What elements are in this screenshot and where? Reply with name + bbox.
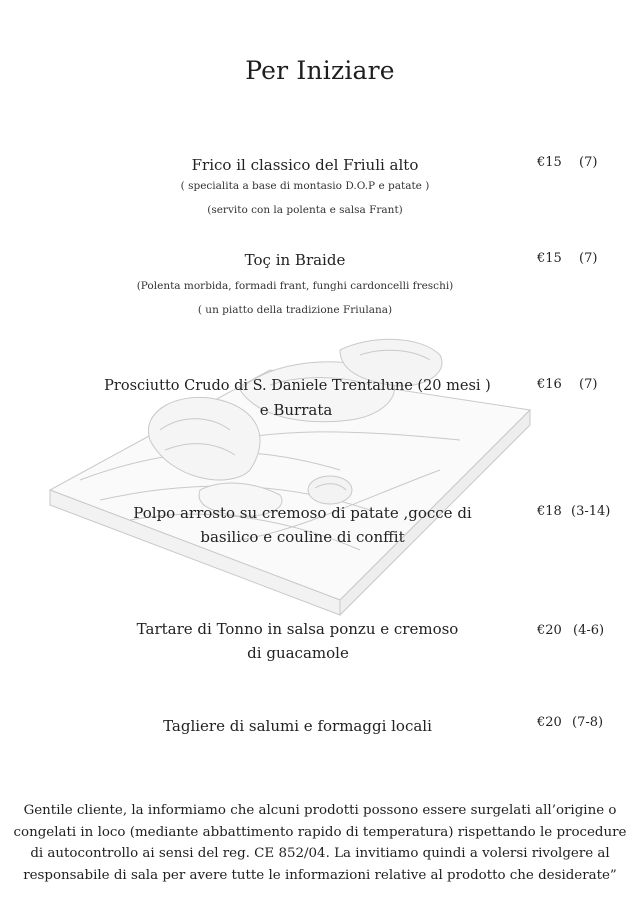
menu-item-allergens: (7-8) xyxy=(572,715,604,730)
menu-item-price: €20 xyxy=(537,623,562,638)
menu-item-name-continued: basilico e couline di conffit xyxy=(200,528,405,546)
menu-item-price: €18 xyxy=(537,504,562,519)
menu-item-allergens: (7) xyxy=(579,377,598,392)
disclaimer-line: congelati in loco (mediante abbattimento rapido di temperatura) rispettando le procedure xyxy=(13,824,627,840)
allergen-disclaimer xyxy=(12,800,628,886)
menu-item-price: €16 xyxy=(537,377,562,392)
menu-item-price: €15 xyxy=(537,251,562,266)
menu-item-note: (servito con la polenta e salsa Frant) xyxy=(207,204,403,216)
menu-item-name: Polpo arrosto su cremoso di patate ,gocce di xyxy=(133,504,472,522)
menu-item-description: ( specialita a base di montasio D.O.P e patate ) xyxy=(180,180,430,192)
menu-item-name-continued: di guacamole xyxy=(247,644,349,662)
disclaimer-line: responsabile di sala per avere tutte le informazioni relative al prodotto che desiderate” xyxy=(23,867,617,883)
menu-item-allergens: (4-6) xyxy=(573,623,605,638)
menu-item-allergens: (3-14) xyxy=(571,504,611,519)
menu-item-name: Toç in Braide xyxy=(244,251,346,269)
menu-item-note: ( un piatto della tradizione Friulana) xyxy=(197,304,393,316)
menu-item-allergens: (7) xyxy=(579,155,598,170)
menu-item-price: €20 xyxy=(537,715,562,730)
disclaimer-line: Gentile cliente, la informiamo che alcuni prodotti possono essere surgelati all’origine o xyxy=(23,803,617,818)
menu-item-name: Tagliere di salumi e formaggi locali xyxy=(163,717,432,735)
menu-item-allergens: (7) xyxy=(579,251,598,266)
menu-item-name: Tartare di Tonno in salsa ponzu e cremoso xyxy=(136,620,459,638)
disclaimer-line: di autocontrollo ai sensi del reg. CE 852/04. La invitiamo quindi a volersi rivolgere al xyxy=(30,846,610,861)
menu-item-name-continued: e Burrata xyxy=(259,401,333,419)
menu-item-name: Prosciutto Crudo di S. Daniele Trentalune (20 mesi ) xyxy=(104,378,491,394)
menu-item-name: Frico il classico del Friuli alto xyxy=(191,156,419,174)
page-title: Per Iniziare xyxy=(245,56,395,85)
menu-item-price: €15 xyxy=(537,155,562,170)
menu-item-description: (Polenta morbida, formadi frant, funghi cardoncelli freschi) xyxy=(136,280,454,292)
